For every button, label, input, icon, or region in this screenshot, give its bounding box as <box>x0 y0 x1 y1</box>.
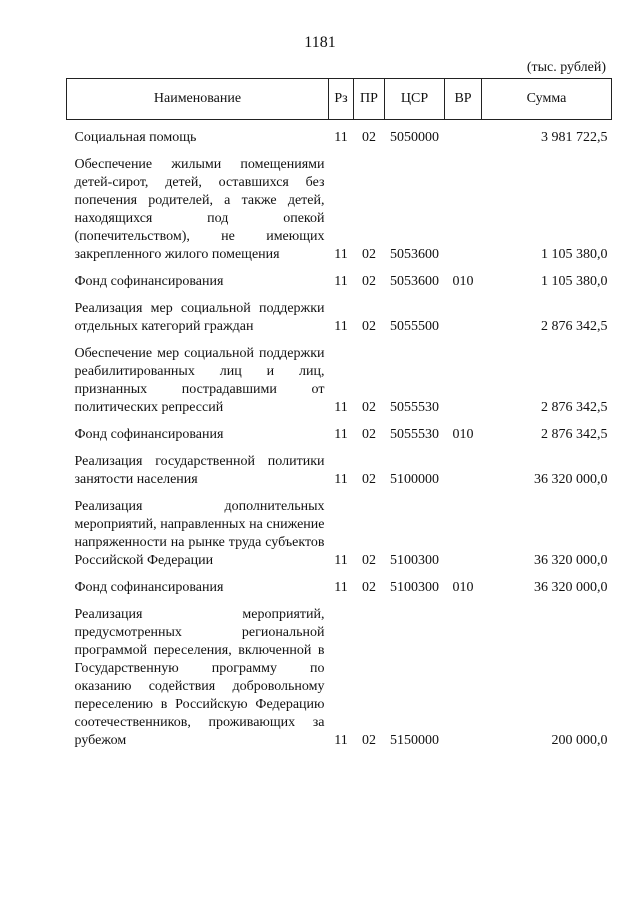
row-csr: 5150000 <box>390 733 439 748</box>
row-rz: 11 <box>334 472 348 487</box>
row-rz: 11 <box>334 553 348 568</box>
row-name: Обеспечение мер социальной поддержки реабилитированных лиц и лиц, признанных пострадавшими от политических репрессий <box>74 346 325 415</box>
row-csr: 5100300 <box>390 580 439 595</box>
row-csr: 5055500 <box>390 319 439 334</box>
row-name: Фонд софинансирования <box>74 580 224 595</box>
header-csr: ЦСР <box>385 79 445 120</box>
row-csr: 5100000 <box>390 472 439 487</box>
row-sum: 200 000,0 <box>551 733 608 748</box>
row-name: Социальная помощь <box>74 130 197 145</box>
row-sum: 36 320 000,0 <box>534 553 608 568</box>
row-csr: 5053600 <box>390 274 439 289</box>
units-label: (тыс. рублей) <box>526 60 606 75</box>
row-csr: 5055530 <box>390 400 439 415</box>
row-vr <box>445 120 482 157</box>
row-sum: 2 876 342,5 <box>541 319 608 334</box>
budget-table <box>66 78 612 759</box>
row-pr: 02 <box>362 319 376 334</box>
row-pr: 02 <box>362 733 376 748</box>
table-row <box>67 426 612 453</box>
row-vr <box>445 300 482 345</box>
row-vr <box>445 156 482 273</box>
row-sum: 2 876 342,5 <box>541 427 608 442</box>
row-pr: 02 <box>362 553 376 568</box>
row-pr: 02 <box>362 247 376 262</box>
row-sum: 1 105 380,0 <box>541 247 608 262</box>
header-name: Наименование <box>67 79 329 120</box>
row-vr: 010 <box>452 580 474 595</box>
header-pr: ПР <box>354 79 385 120</box>
row-rz: 11 <box>334 319 348 334</box>
row-name: Реализация мероприятий, предусмотренных региональной программой переселения, включенной в Государственную программу по оказанию содействия добровольному переселению в Российскую Федерацию соотечественников, проживающих за рубежом <box>74 607 325 748</box>
table-row <box>67 606 612 759</box>
header-rz: Рз <box>329 79 354 120</box>
row-csr: 5100300 <box>390 553 439 568</box>
row-sum: 1 105 380,0 <box>541 274 608 289</box>
row-rz: 11 <box>334 733 348 748</box>
table-row <box>67 579 612 606</box>
table-row <box>67 345 612 426</box>
row-vr <box>445 498 482 579</box>
row-pr: 02 <box>362 130 376 145</box>
row-vr <box>445 606 482 759</box>
row-csr: 5050000 <box>390 130 439 145</box>
table-row <box>67 453 612 498</box>
row-csr: 5053600 <box>390 247 439 262</box>
row-vr <box>445 345 482 426</box>
page-number: 1181 <box>304 34 336 51</box>
row-sum: 36 320 000,0 <box>534 472 608 487</box>
row-name: Фонд софинансирования <box>74 274 224 289</box>
row-name: Фонд софинансирования <box>74 427 224 442</box>
row-name: Реализация дополнительных мероприятий, направленных на снижение напряженности на рынке труда субъектов Российской Федерации <box>74 499 325 568</box>
header-vr: ВР <box>445 79 482 120</box>
row-rz: 11 <box>334 274 348 289</box>
row-rz: 11 <box>334 427 348 442</box>
row-sum: 2 876 342,5 <box>541 400 608 415</box>
table-row <box>67 300 612 345</box>
row-name: Реализация мер социальной поддержки отдельных категорий граждан <box>74 301 325 334</box>
row-vr: 010 <box>452 427 474 442</box>
table-header-row <box>67 79 612 120</box>
table-row <box>67 120 612 157</box>
row-rz: 11 <box>334 130 348 145</box>
row-pr: 02 <box>362 400 376 415</box>
row-rz: 11 <box>334 580 348 595</box>
row-pr: 02 <box>362 274 376 289</box>
row-pr: 02 <box>362 580 376 595</box>
table-row <box>67 498 612 579</box>
row-sum: 36 320 000,0 <box>534 580 608 595</box>
row-sum: 3 981 722,5 <box>541 130 608 145</box>
row-name: Реализация государственной политики занятости населения <box>74 454 325 487</box>
row-name: Обеспечение жилыми помещениями детей-сирот, детей, оставшихся без попечения родителей, а также детей, находящихся под опекой (попечительством), не имеющих закрепленного жилого помещения <box>74 157 325 262</box>
row-pr: 02 <box>362 427 376 442</box>
row-rz: 11 <box>334 400 348 415</box>
table-row <box>67 156 612 273</box>
row-pr: 02 <box>362 472 376 487</box>
row-rz: 11 <box>334 247 348 262</box>
row-vr: 010 <box>452 274 474 289</box>
header-sum: Сумма <box>482 79 612 120</box>
row-csr: 5055530 <box>390 427 439 442</box>
table-row <box>67 273 612 300</box>
row-vr <box>445 453 482 498</box>
